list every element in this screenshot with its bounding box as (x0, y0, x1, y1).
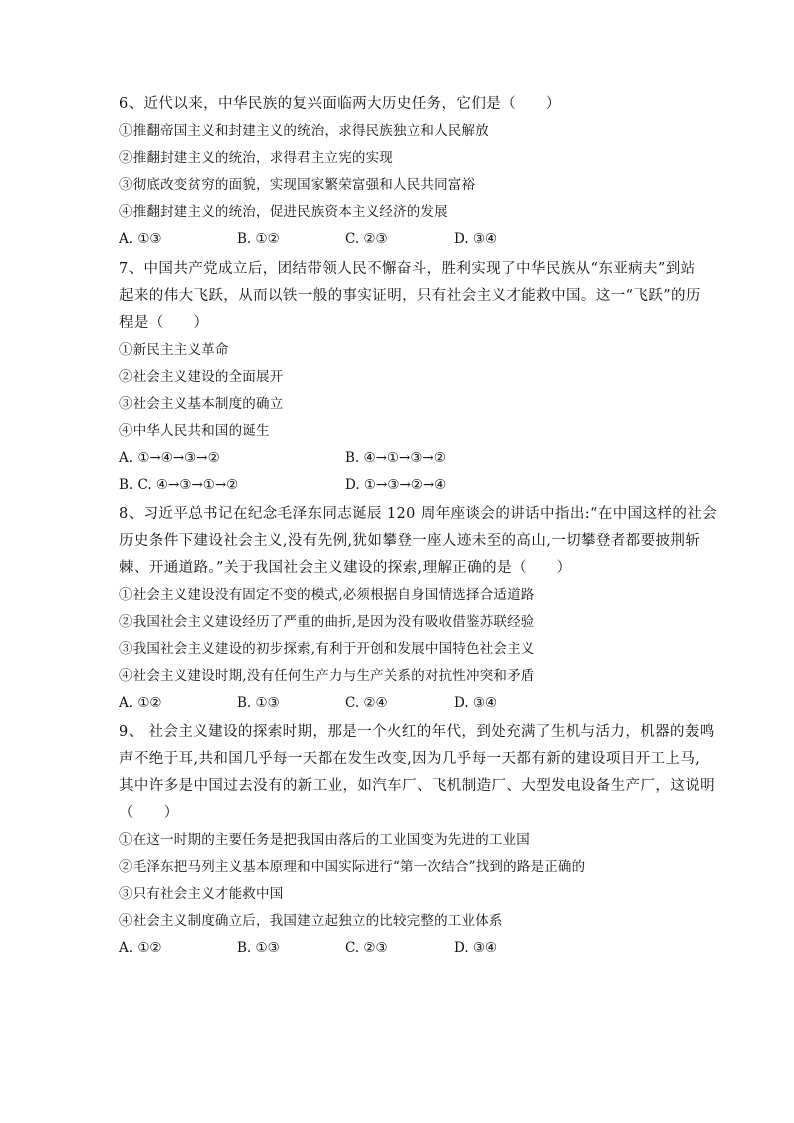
q8-option-d: D. ③④ (454, 695, 498, 711)
q6-item-1: ①推翻帝国主义和封建主义的统治，求得民族独立和人民解放 (119, 123, 489, 139)
q6-option-b: B. ①② (237, 231, 280, 247)
q9-option-a: A. ①② (119, 940, 162, 956)
q9-stem-line-1: 9、 社会主义建设的探索时期，那是一个火红的年代，到处充满了生机与活力，机器的轰鸣 (119, 724, 715, 740)
q8-stem-line-1: 8、习近平总书记在纪念毛泽东同志诞辰 120 周年座谈会的讲话中指出:“在中国这样的社会 (119, 506, 718, 522)
q7-option-a: A. ①→④→③→② (119, 450, 220, 466)
q6-option-a: A. ①③ (119, 231, 162, 247)
q9-item-3: ③只有社会主义才能救中国 (119, 886, 284, 902)
q8-option-b: B. ①③ (237, 695, 280, 711)
q6-stem-line-1: 6、近代以来，中华民族的复兴面临两大历史任务，它们是（ ） (119, 96, 561, 112)
q9-item-1: ①在这一时期的主要任务是把我国由落后的工业国变为先进的工业国 (119, 832, 530, 848)
q9-option-d: D. ③④ (454, 940, 498, 956)
q9-stem-line-3: 其中许多是中国过去没有的新工业，如汽车厂、飞机制造厂、大型发电设备生产厂，这说明 (119, 778, 715, 794)
q7-stem-line-3: 程是（ ） (119, 315, 209, 331)
q8-stem-line-3: 棘、开通道路。”关于我国社会主义建设的探索,理解正确的是（ ） (119, 560, 572, 576)
q8-stem-line-2: 历史条件下建设社会主义,没有先例,犹如攀登一座人迹未至的高山,一切攀登者都要披荆斩 (119, 533, 701, 549)
q7-option-b: B. ④→①→③→② (345, 450, 446, 466)
q7-item-3: ③社会主义基本制度的确立 (119, 396, 284, 412)
q6-item-2: ②推翻封建主义的统治，求得君主立宪的实现 (119, 150, 393, 166)
q7-item-1: ①新民主主义革命 (119, 342, 229, 358)
q9-stem-line-4: （ ） (119, 805, 179, 821)
q8-item-1: ①社会主义建设没有固定不变的模式,必须根据自身国情选择合适道路 (119, 587, 535, 603)
q8-item-3: ③我国社会主义建设的初步探索,有利于开创和发展中国特色社会主义 (119, 641, 535, 657)
q7-item-4: ④中华人民共和国的诞生 (119, 423, 270, 439)
q9-option-b: B. ①③ (237, 940, 280, 956)
q6-item-4: ④推翻封建主义的统治，促进民族资本主义经济的发展 (119, 204, 448, 220)
q8-item-2: ②我国社会主义建设经历了严重的曲折,是因为没有吸收借鉴苏联经验 (119, 614, 535, 630)
q8-option-c: C. ②④ (345, 695, 388, 711)
q8-option-a: A. ①② (119, 695, 162, 711)
q7-option-c: B. C. ④→③→①→② (119, 477, 239, 493)
q7-item-2: ②社会主义建设的全面展开 (119, 369, 284, 385)
q9-stem-line-2: 声不绝于耳,共和国几乎每一天都在发生改变,因为几乎每一天都有新的建设项目开工上马, (119, 751, 701, 767)
q8-item-4: ④社会主义建设时期,没有任何生产力与生产关系的对抗性冲突和矛盾 (119, 668, 535, 684)
q6-item-3: ③彻底改变贫穷的面貌，实现国家繁荣富强和人民共同富裕 (119, 177, 476, 193)
q6-option-d: D. ③④ (454, 231, 498, 247)
q9-option-c: C. ②③ (345, 940, 388, 956)
q9-item-2: ②毛泽东把马列主义基本原理和中国实际进行“第一次结合”找到的路是正确的 (119, 859, 586, 875)
q7-stem-line-1: 7、中国共产党成立后，团结带领人民不懈奋斗，胜利实现了中华民族从“东亚病夫”到站 (119, 261, 696, 277)
q9-item-4: ④社会主义制度确立后，我国建立起独立的比较完整的工业体系 (119, 913, 503, 929)
q7-option-d: D. ①→③→②→④ (345, 477, 447, 493)
q6-option-c: C. ②③ (345, 231, 388, 247)
q7-stem-line-2: 起来的伟大飞跃，从而以铁一般的事实证明，只有社会主义才能救中国。这一“飞跃”的历 (119, 288, 701, 304)
